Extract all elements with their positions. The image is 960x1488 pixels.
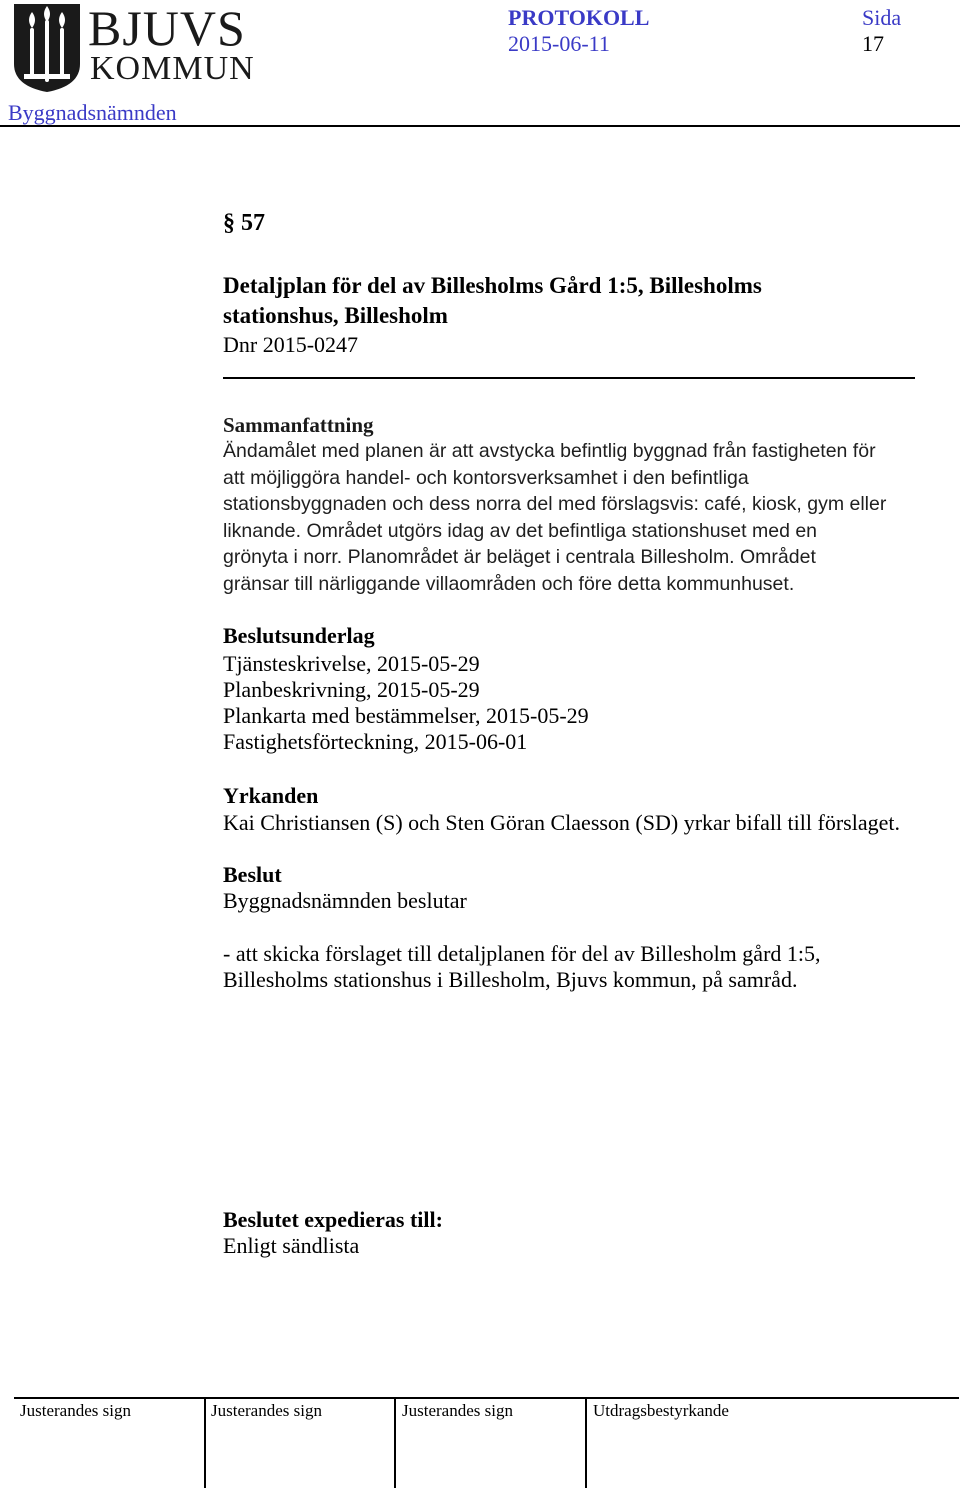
item-title-line-1: Detaljplan för del av Billesholms Gård 1:5, Billesholms <box>223 273 762 298</box>
paragraph-number <box>223 210 265 236</box>
motions-text: Kai Christiansen (S) och Sten Göran Claesson (SD) yrkar bifall till förslaget. <box>223 810 900 835</box>
section-number: 57 <box>241 210 265 236</box>
summary-text <box>223 438 943 597</box>
summary-line: Ändamålet med planen är att avstycka befintlig byggnad från fastigheten för <box>223 440 876 462</box>
basis-item: Tjänsteskrivelse, 2015-05-29 <box>223 651 480 676</box>
decision-intro: Byggnadsnämnden beslutar <box>223 888 467 913</box>
basis-item: Planbeskrivning, 2015-05-29 <box>223 677 480 702</box>
header-divider <box>0 125 960 127</box>
footer-column-divider <box>585 1397 587 1488</box>
certification-cell: Utdragsbestyrkande <box>593 1401 729 1420</box>
section-symbol: § <box>223 210 235 236</box>
bjuvs-kommun-logo <box>10 0 255 94</box>
dispatch-heading: Beslutet expedieras till: <box>223 1207 443 1232</box>
summary-line: gränsar till närliggande villaområden och före detta kommunhuset. <box>223 572 795 595</box>
decision-line-1: - att skicka förslaget till detaljplanen för del av Billesholm gård 1:5, <box>223 941 821 966</box>
item-title <box>223 271 762 331</box>
summary-line: att möjliggöra handel- och kontorsverksamhet i den befintliga <box>223 466 749 489</box>
footer-divider <box>14 1397 959 1399</box>
logo-wordmark: BJUVS <box>88 0 246 56</box>
page-number: 17 <box>862 31 884 56</box>
signature-footer <box>0 1380 960 1488</box>
item-title-line-2: stationshus, Billesholm <box>223 303 448 328</box>
basis-heading: Beslutsunderlag <box>223 623 375 648</box>
decision-heading: Beslut <box>223 862 282 887</box>
footer-column-divider <box>394 1397 396 1488</box>
basis-list <box>223 651 589 755</box>
summary-line: stationsbyggnaden och dess norra del med förslagsvis: café, kiosk, gym eller <box>223 493 887 515</box>
dispatch-text: Enligt sändlista <box>223 1233 360 1258</box>
basis-item: Plankarta med bestämmelser, 2015-05-29 <box>223 703 589 728</box>
meeting-date: 2015-06-11 <box>508 31 610 56</box>
board-name: Byggnadsnämnden <box>8 100 177 125</box>
basis-item: Fastighetsförteckning, 2015-06-01 <box>223 729 528 754</box>
signature-cell: Justerandes sign <box>20 1401 131 1420</box>
logo-subtitle: KOMMUN <box>90 50 255 87</box>
dnr-number: Dnr 2015-0247 <box>223 332 359 357</box>
summary-line: grönyta i norr. Planområdet är beläget i centrala Billesholm. Området <box>223 546 816 568</box>
signature-cell: Justerandes sign <box>402 1401 513 1420</box>
motions-heading: Yrkanden <box>223 783 319 808</box>
summary-line: liknande. Området utgörs idag av det befintliga stationshuset med en <box>223 519 818 542</box>
municipal-crest-icon <box>10 2 84 94</box>
signature-cell: Justerandes sign <box>211 1401 322 1420</box>
decision-text <box>223 941 821 993</box>
protocol-label: PROTOKOLL <box>508 5 650 30</box>
summary-heading: Sammanfattning <box>223 413 374 437</box>
decision-line-2: Billesholms stationshus i Billesholm, Bjuvs kommun, på samråd. <box>223 967 798 992</box>
title-underline <box>223 377 915 379</box>
page-label: Sida <box>862 5 902 30</box>
footer-column-divider <box>204 1397 206 1488</box>
